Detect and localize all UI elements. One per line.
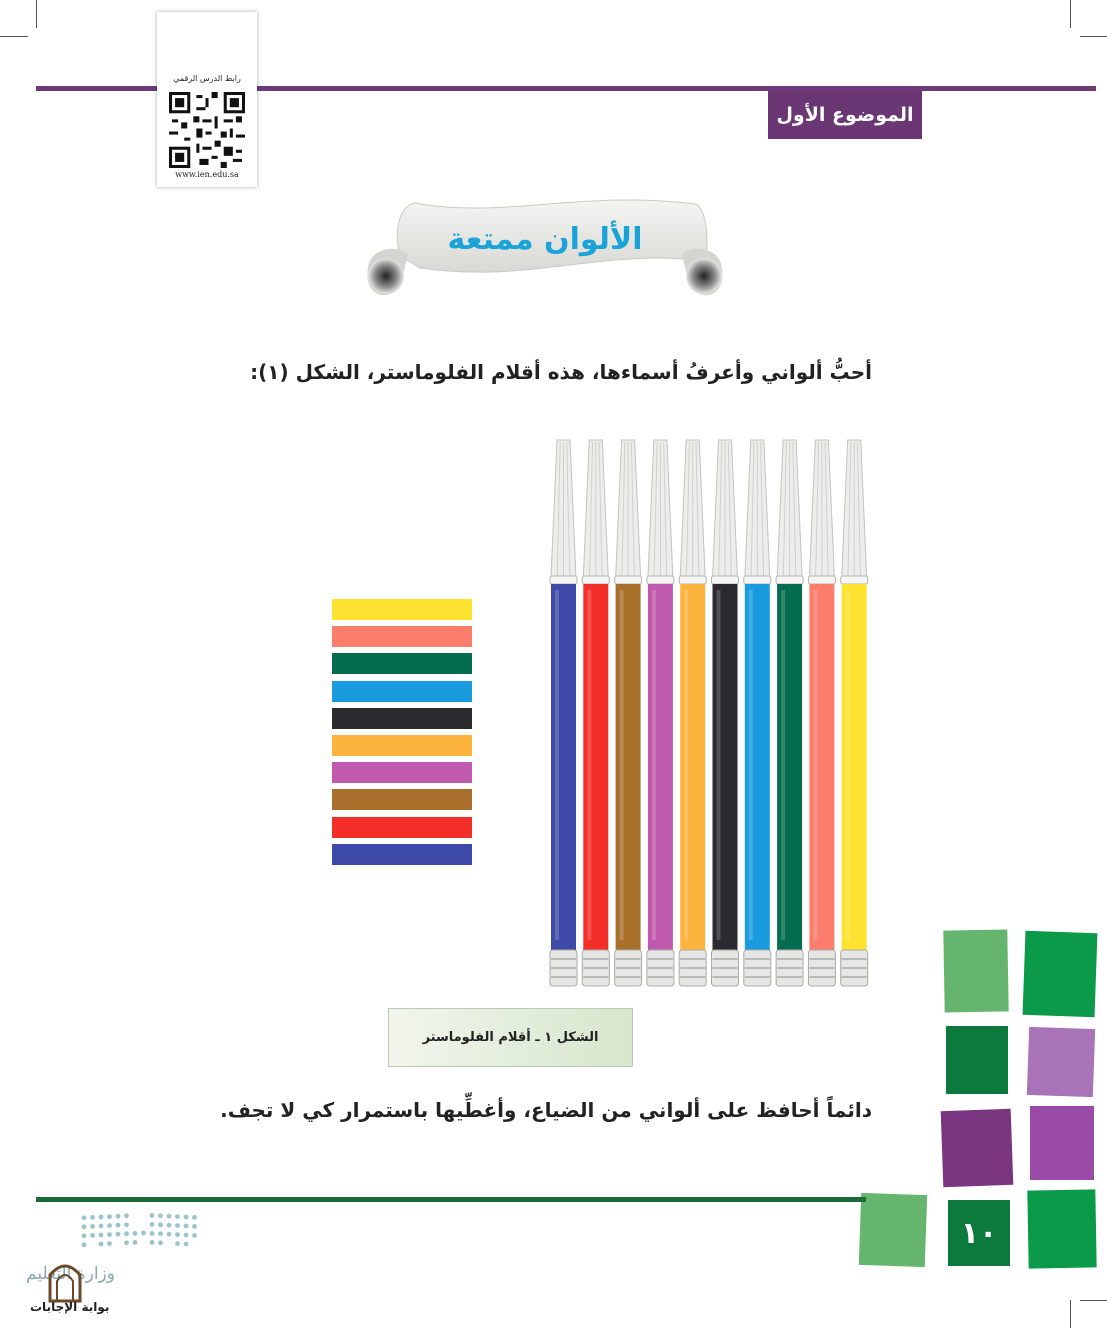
page-number: ١٠: [960, 1215, 998, 1251]
marker: [550, 440, 577, 986]
color-swatch: [332, 599, 472, 620]
topic-badge: الموضوع الأول: [768, 91, 922, 139]
color-swatch: [332, 762, 472, 783]
qr-caption: رابط الدرس الرقمي: [173, 74, 241, 83]
decor-tile: [1030, 1106, 1094, 1180]
marker: [744, 440, 771, 986]
marker: [615, 440, 642, 986]
color-swatch: [332, 789, 472, 810]
qr-code-icon[interactable]: [169, 92, 245, 168]
marker: [808, 440, 835, 986]
marker: [582, 440, 609, 986]
color-swatch: [332, 681, 472, 702]
qr-url[interactable]: www.ien.edu.sa: [175, 170, 239, 179]
color-swatch: [332, 653, 472, 674]
color-swatch: [332, 844, 472, 865]
qr-card[interactable]: [157, 12, 257, 187]
lesson-title: الألوان ممتعة: [447, 222, 643, 257]
crop-mark: [1070, 1300, 1071, 1328]
color-swatch: [332, 626, 472, 647]
color-swatch: [332, 735, 472, 756]
ministry-name: وزارة التعليم: [26, 1264, 115, 1284]
decor-tile: [1027, 1027, 1095, 1097]
marker: [776, 440, 803, 986]
decor-tile: [941, 1109, 1014, 1187]
crop-mark: [36, 0, 37, 28]
closing-text: دائماً أحافظ على ألواني من الضياع، وأغطِّيها باستمرار كي لا تجف.: [220, 1098, 872, 1122]
color-swatch: [332, 817, 472, 838]
portal-logo-icon: [46, 1255, 84, 1303]
decor-tile: [1027, 1189, 1096, 1268]
footer-rule: [36, 1197, 866, 1202]
crop-mark: [1080, 1300, 1107, 1301]
markers-figure: [540, 430, 880, 995]
figure-caption: الشكل ١ ـ أقلام الفلوماستر: [388, 1008, 633, 1067]
marker: [712, 440, 739, 986]
color-swatch: [332, 708, 472, 729]
ministry-logo-icon: [80, 1210, 202, 1254]
decor-tile: [1023, 931, 1098, 1017]
marker: [679, 440, 706, 986]
decor-tile: [859, 1193, 927, 1267]
portal-name: بوابة الإجابات: [30, 1300, 110, 1314]
marker: [647, 440, 674, 986]
marker: [841, 440, 868, 986]
crop-mark: [0, 36, 28, 37]
crop-mark: [1080, 36, 1107, 37]
crop-mark: [1070, 0, 1071, 28]
decor-tile: [946, 1026, 1008, 1094]
decor-tile: [943, 929, 1008, 1012]
intro-text: أحبُّ ألواني وأعرفُ أسماءها، هذه أقلام الفلوماستر، الشكل (١):: [250, 360, 872, 384]
